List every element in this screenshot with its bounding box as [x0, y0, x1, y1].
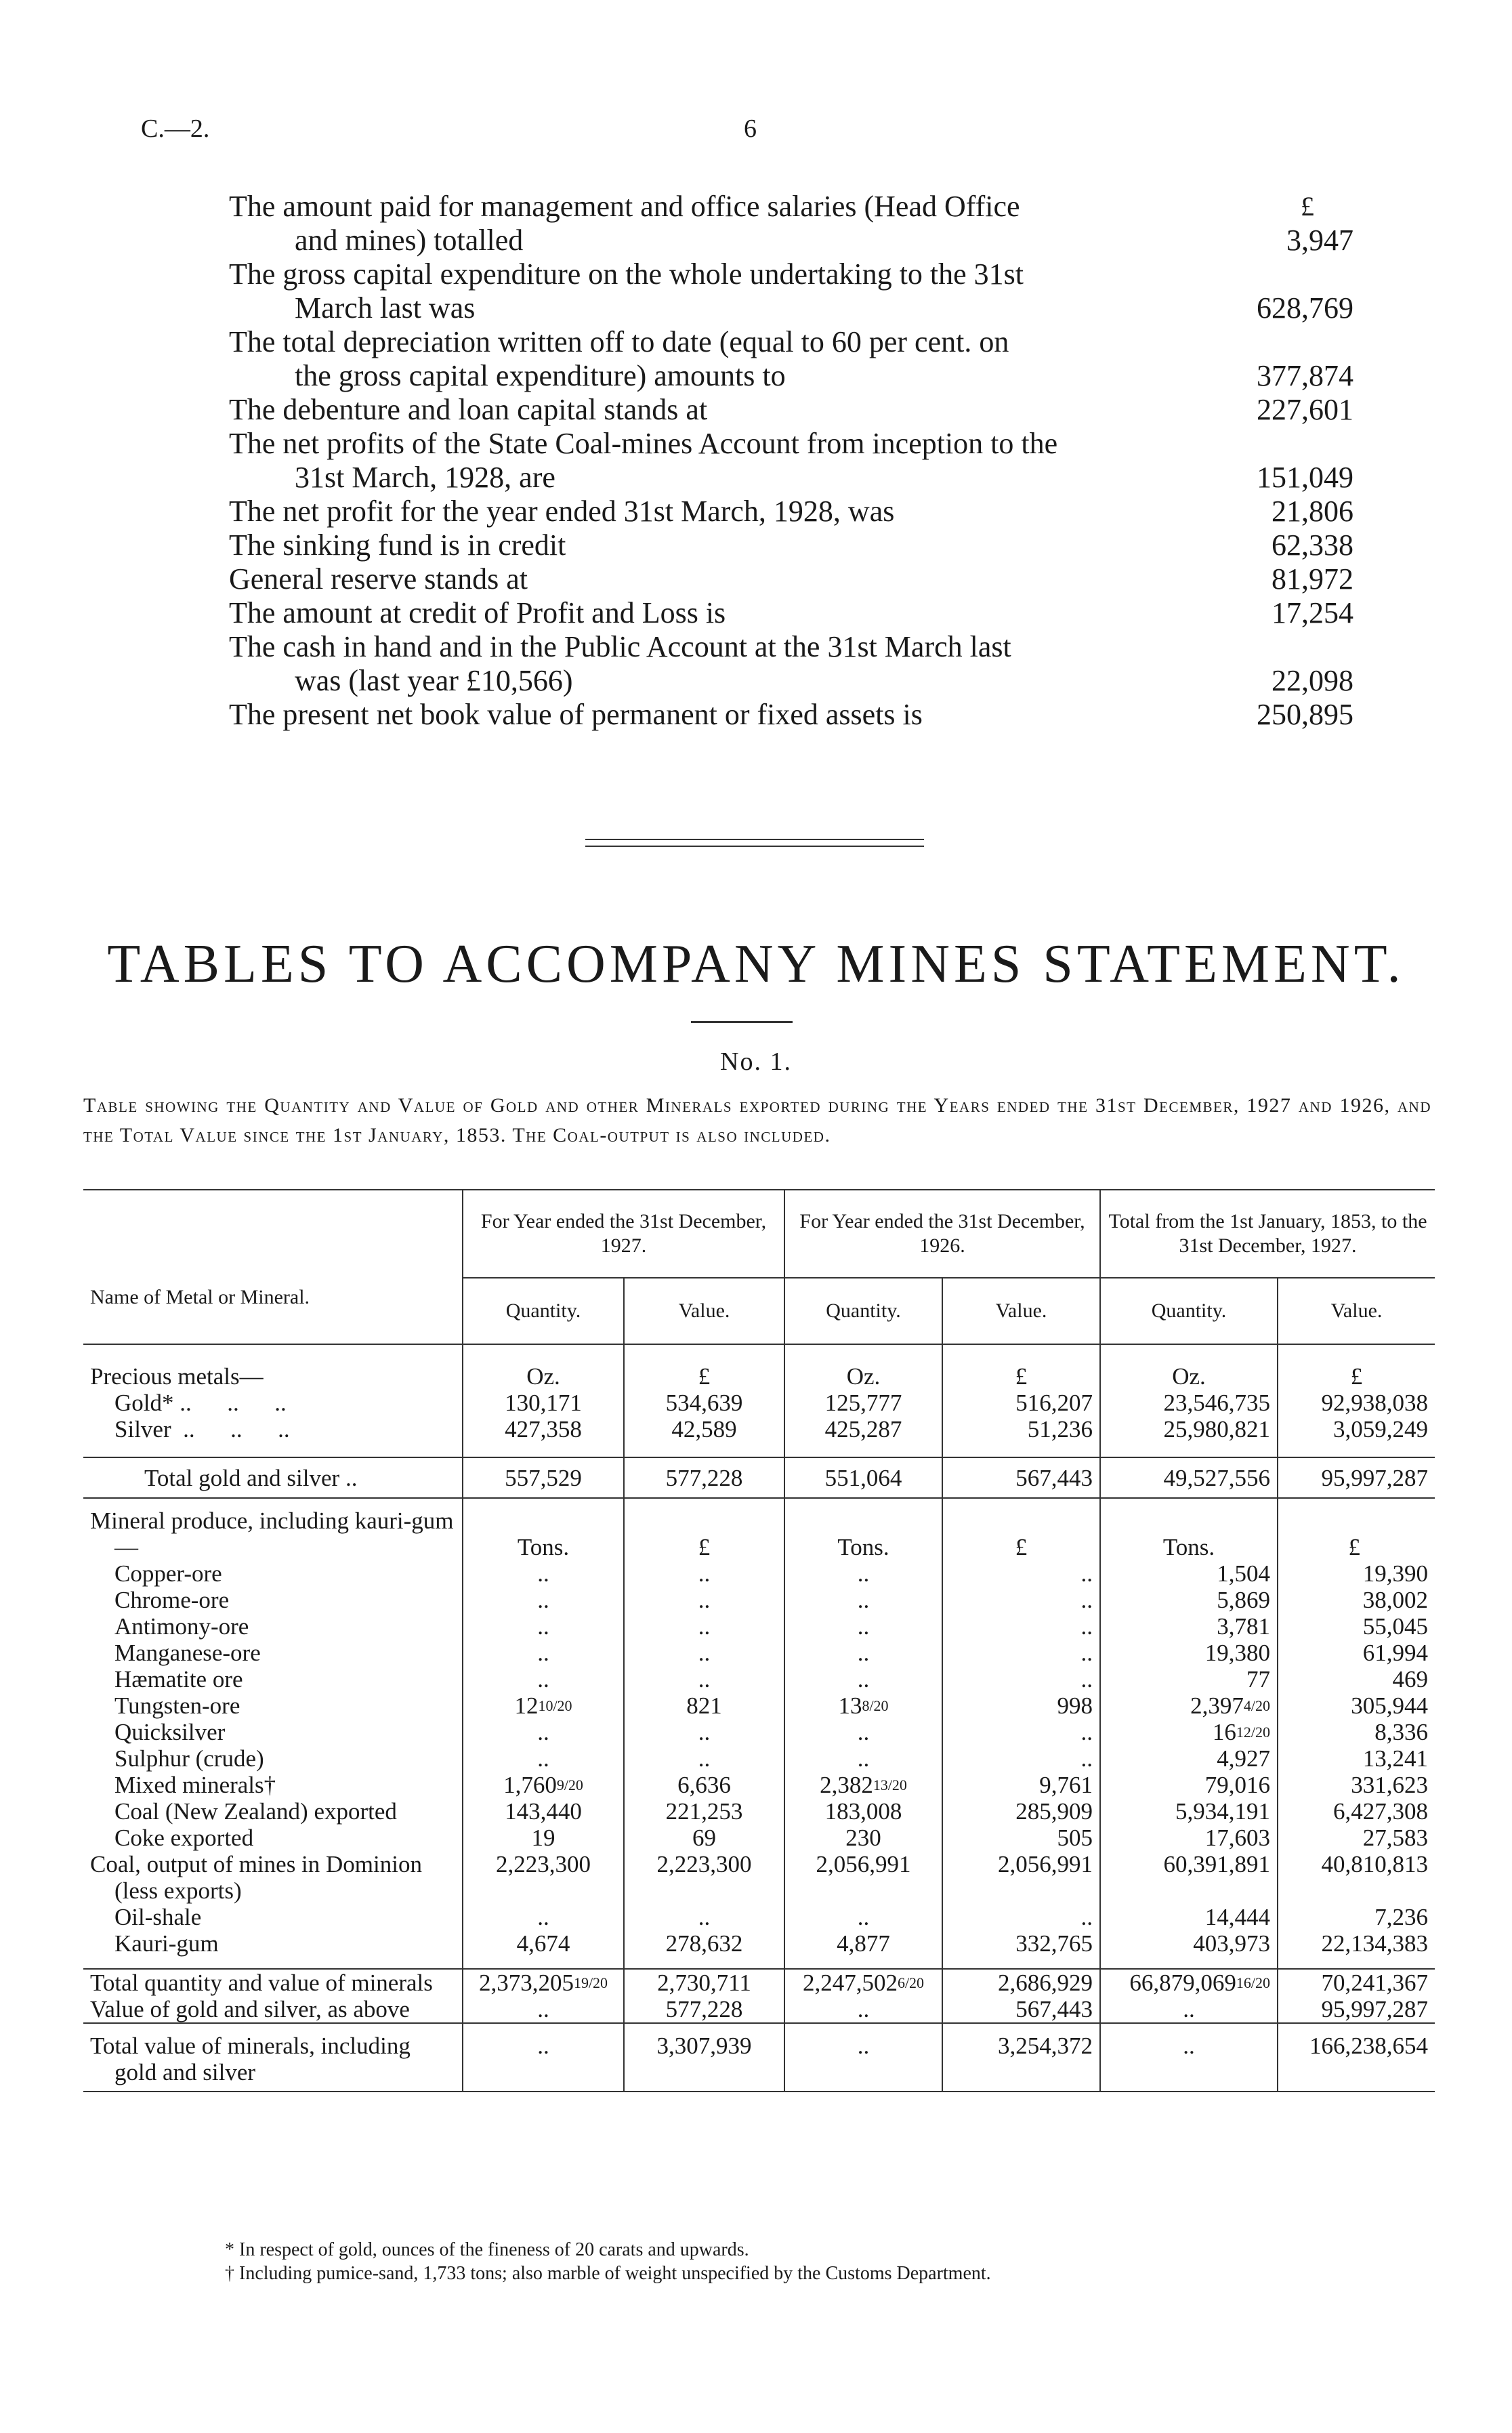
table-cell: 1612/20 — [1100, 1719, 1278, 1745]
table-cell: .. — [624, 1587, 784, 1613]
table-row — [83, 1640, 1435, 1666]
table-cell: 4,674 — [463, 1930, 624, 1957]
unit-label: Oz. — [463, 1363, 624, 1390]
table-cell: 23,546,735 — [1100, 1390, 1278, 1416]
table-cell: 469 — [1278, 1666, 1435, 1692]
table-cell: 5,934,191 — [1100, 1798, 1278, 1825]
statement-line: The net profit for the year ended 31st March, 1928, was — [229, 495, 895, 528]
footnote-mixed-minerals: † Including pumice-sand, 1,733 tons; also marble of weight unspecified by the Customs Department. — [225, 2263, 991, 2284]
statement-text — [229, 257, 1232, 325]
statement-line-continued: and mines) totalled — [295, 224, 524, 257]
table-cell: 998 — [942, 1692, 1100, 1719]
table-cell: 230 — [784, 1825, 942, 1851]
table-cell: 38,002 — [1278, 1587, 1435, 1613]
statement-value: 81,972 — [1272, 562, 1353, 596]
table-cell: 577,228 — [624, 1996, 784, 2023]
statement-line: The sinking fund is in credit — [229, 528, 566, 562]
table-row — [83, 1666, 1435, 1692]
table-row — [83, 1969, 1435, 1996]
table-cell: .. — [463, 1587, 624, 1613]
statement-row — [229, 698, 1353, 732]
unit-label: Tons. — [784, 1507, 942, 1560]
table-cell: 22,134,383 — [1278, 1930, 1435, 1957]
table-cell: 138/20 — [784, 1692, 942, 1719]
table-row — [83, 2033, 1435, 2092]
page-title: TABLES TO ACCOMPANY MINES STATEMENT. — [107, 934, 1405, 994]
table-row — [83, 1930, 1435, 1957]
statement-value: 62,338 — [1272, 528, 1353, 562]
unit-label: Oz. — [1100, 1363, 1278, 1390]
table-cell: .. — [463, 1560, 624, 1587]
table-cell: 51,236 — [942, 1416, 1100, 1442]
row-label: Total gold and silver .. — [144, 1464, 358, 1491]
statement-text — [229, 393, 1232, 427]
table-cell: .. — [784, 1587, 942, 1613]
table-cell: .. — [942, 1904, 1100, 1930]
table-cell: 55,045 — [1278, 1613, 1435, 1640]
row-label: Total value of minerals, including gold and silver — [90, 2033, 411, 2085]
row-label: Antimony-ore — [114, 1613, 249, 1640]
table-cell: 2,056,991 — [942, 1851, 1100, 1904]
table-cell: 49,527,556 — [1100, 1457, 1278, 1498]
title-rule — [691, 1021, 793, 1023]
col-value-1926: Value. — [942, 1278, 1100, 1344]
statement-line: The net profits of the State Coal-mines Account from inception to the — [229, 427, 1058, 460]
table-row — [83, 1363, 1435, 1390]
table-cell: 305,944 — [1278, 1692, 1435, 1719]
table-cell: .. — [784, 1996, 942, 2023]
table-cell: 278,632 — [624, 1930, 784, 1957]
table-cell: .. — [942, 1719, 1100, 1745]
statement-value: 628,769 — [1257, 291, 1353, 325]
section-divider — [585, 839, 924, 847]
statement-line: General reserve stands at — [229, 562, 528, 596]
table-cell: 69 — [624, 1825, 784, 1851]
table-cell: .. — [784, 1745, 942, 1772]
table-cell: 2,223,300 — [624, 1851, 784, 1904]
unit-label: Oz. — [784, 1363, 942, 1390]
row-label: Oil-shale — [114, 1904, 202, 1930]
table-cell: 17,603 — [1100, 1825, 1278, 1851]
table-cell: .. — [942, 1587, 1100, 1613]
table-cell: .. — [463, 1640, 624, 1666]
table-cell: .. — [624, 1719, 784, 1745]
statement-line: The gross capital expenditure on the whole undertaking to the 31st — [229, 257, 1024, 291]
table-cell: 821 — [624, 1692, 784, 1719]
table-cell: 3,059,249 — [1278, 1416, 1435, 1442]
col-group-1927: For Year ended the 31st December, 1927. — [463, 1190, 784, 1278]
table-cell: .. — [624, 1613, 784, 1640]
table-cell: 19,380 — [1100, 1640, 1278, 1666]
table-cell: 2,223,300 — [463, 1851, 624, 1904]
table-cell: 13,241 — [1278, 1745, 1435, 1772]
statement-value: 17,254 — [1272, 596, 1353, 629]
statement-line: The total depreciation written off to date (equal to 60 per cent. on — [229, 325, 1009, 358]
table-cell: 61,994 — [1278, 1640, 1435, 1666]
table-cell: .. — [624, 1666, 784, 1692]
statement-value: 22,098 — [1272, 664, 1353, 697]
statement-value: 250,895 — [1257, 698, 1353, 731]
row-label: Value of gold and silver, as above — [90, 1996, 410, 2022]
table-cell: 2,686,929 — [942, 1969, 1100, 1996]
table-row — [83, 1825, 1435, 1851]
table-cell: 9,761 — [942, 1772, 1100, 1798]
table-cell: .. — [1100, 1996, 1278, 2023]
row-label: Coal (New Zealand) exported — [114, 1798, 397, 1825]
table-cell: 14,444 — [1100, 1904, 1278, 1930]
table-cell: 2,3974/20 — [1100, 1692, 1278, 1719]
table-cell: 60,391,891 — [1100, 1851, 1278, 1904]
row-label: Gold* .. .. .. — [114, 1390, 287, 1416]
statement-value: 227,601 — [1257, 393, 1353, 426]
table-cell: .. — [942, 1640, 1100, 1666]
statement-text — [229, 596, 1232, 630]
row-label: Tungsten-ore — [114, 1692, 240, 1719]
minerals-table — [83, 1189, 1435, 2092]
row-label: Chrome-ore — [114, 1587, 230, 1613]
statement-text — [229, 427, 1232, 495]
statement-text — [229, 528, 1232, 562]
table-cell: .. — [784, 2033, 942, 2092]
table-cell: 285,909 — [942, 1798, 1100, 1825]
unit-label: £ — [624, 1507, 784, 1560]
table-cell: 183,008 — [784, 1798, 942, 1825]
statement-text — [229, 325, 1232, 393]
statement-row — [229, 630, 1353, 698]
row-label: Coal, output of mines in Dominion (less exports) — [90, 1851, 422, 1904]
row-label: Mixed minerals† — [114, 1772, 276, 1798]
statement-row — [229, 190, 1353, 257]
statement-line-continued: the gross capital expenditure) amounts to — [295, 359, 786, 392]
page-number: 6 — [744, 115, 757, 143]
statement-line: The debenture and loan capital stands at — [229, 393, 708, 426]
col-name-header: Name of Metal or Mineral. — [83, 1190, 463, 1344]
table-cell: 92,938,038 — [1278, 1390, 1435, 1416]
table-number: No. 1. — [720, 1047, 792, 1076]
col-quantity-1927: Quantity. — [463, 1278, 624, 1344]
table-cell: .. — [463, 1613, 624, 1640]
table-cell: .. — [463, 1904, 624, 1930]
statement-text — [229, 630, 1232, 698]
table-row — [83, 1798, 1435, 1825]
row-label: Coke exported — [114, 1825, 254, 1851]
table-row — [83, 1996, 1435, 2023]
table-cell: 427,358 — [463, 1416, 624, 1442]
table-cell: 6,427,308 — [1278, 1798, 1435, 1825]
table-cell: 425,287 — [784, 1416, 942, 1442]
table-cell: 3,307,939 — [624, 2033, 784, 2092]
table-cell: 1,504 — [1100, 1560, 1278, 1587]
table-cell: 4,877 — [784, 1930, 942, 1957]
footnote-gold: * In respect of gold, ounces of the fineness of 20 carats and upwards. — [225, 2239, 749, 2260]
table-cell: .. — [942, 1560, 1100, 1587]
statement-value: 151,049 — [1257, 461, 1353, 494]
table-cell: .. — [784, 1904, 942, 1930]
statement-text — [229, 562, 1232, 596]
table-cell: 567,443 — [942, 1996, 1100, 2023]
table-row — [83, 1390, 1435, 1416]
col-group-total: Total from the 1st January, 1853, to the 31st December, 1927. — [1100, 1190, 1435, 1278]
table-cell: 27,583 — [1278, 1825, 1435, 1851]
statement-row — [229, 596, 1353, 630]
statement-text — [229, 190, 1232, 257]
table-caption: Table showing the Quantity and Value of Gold and other Minerals exported during the Years ended the 31st December, 1927 and 1926, and the Total Value since the 1st January, 1853. The Coal-output is also included. — [83, 1094, 1431, 1146]
table-cell: 577,228 — [624, 1457, 784, 1498]
table-cell: 505 — [942, 1825, 1100, 1851]
statement-value: 3,947 — [1286, 224, 1353, 257]
table-cell: 66,879,06916/20 — [1100, 1969, 1278, 1996]
statement-line: The cash in hand and in the Public Account at the 31st March last — [229, 630, 1011, 663]
statement-row — [229, 562, 1353, 596]
unit-label: £ — [942, 1363, 1100, 1390]
table-cell: .. — [624, 1745, 784, 1772]
unit-label: Tons. — [1100, 1507, 1278, 1560]
table-cell: 534,639 — [624, 1390, 784, 1416]
table-row — [83, 1587, 1435, 1613]
table-cell: 3,254,372 — [942, 2033, 1100, 2092]
statement-value: 377,874 — [1257, 359, 1353, 392]
col-value-total: Value. — [1278, 1278, 1435, 1344]
table-cell: .. — [463, 1996, 624, 2023]
table-cell: 221,253 — [624, 1798, 784, 1825]
col-quantity-1926: Quantity. — [784, 1278, 942, 1344]
statement-row — [229, 325, 1353, 393]
statement-line-continued: 31st March, 1928, are — [295, 461, 555, 494]
section-code: C.—2. — [141, 115, 210, 143]
table-cell: 1210/20 — [463, 1692, 624, 1719]
table-cell: 551,064 — [784, 1457, 942, 1498]
table-cell: 19,390 — [1278, 1560, 1435, 1587]
statement-row — [229, 528, 1353, 562]
table-cell: .. — [463, 1745, 624, 1772]
table-cell: .. — [624, 1560, 784, 1587]
table-cell: .. — [942, 1666, 1100, 1692]
row-label: Sulphur (crude) — [114, 1745, 264, 1772]
table-cell: 2,247,5026/20 — [784, 1969, 942, 1996]
table-row — [83, 1772, 1435, 1798]
table-row — [83, 1904, 1435, 1930]
table-row — [83, 1745, 1435, 1772]
table-cell: .. — [942, 1745, 1100, 1772]
currency-symbol: £ — [1301, 191, 1314, 222]
row-label: Copper-ore — [114, 1560, 222, 1587]
table-cell: .. — [784, 1613, 942, 1640]
row-label: Precious metals— — [90, 1363, 264, 1390]
table-cell: 25,980,821 — [1100, 1416, 1278, 1442]
table-cell: 2,056,991 — [784, 1851, 942, 1904]
table-cell: .. — [463, 1666, 624, 1692]
table-cell: 332,765 — [942, 1930, 1100, 1957]
table-cell: 2,730,711 — [624, 1969, 784, 1996]
statement-row — [229, 257, 1353, 325]
table-cell: 331,623 — [1278, 1772, 1435, 1798]
table-cell: 70,241,367 — [1278, 1969, 1435, 1996]
unit-label: £ — [1278, 1363, 1435, 1390]
table-cell: 143,440 — [463, 1798, 624, 1825]
row-label: Quicksilver — [114, 1719, 226, 1745]
table-row — [83, 1507, 1435, 1560]
unit-label: £ — [624, 1363, 784, 1390]
table-cell: 2,373,20519/20 — [463, 1969, 624, 1996]
table-cell: .. — [463, 2033, 624, 2092]
row-label: Manganese-ore — [114, 1640, 261, 1666]
table-cell: .. — [784, 1666, 942, 1692]
row-label: Silver .. .. .. — [114, 1416, 290, 1442]
statement-value: 21,806 — [1272, 495, 1353, 528]
col-quantity-total: Quantity. — [1100, 1278, 1278, 1344]
table-cell: 95,997,287 — [1278, 1457, 1435, 1498]
table-cell: 3,781 — [1100, 1613, 1278, 1640]
statement-text — [229, 495, 1232, 528]
table-cell: 567,443 — [942, 1457, 1100, 1498]
statement-row — [229, 427, 1353, 495]
statement-line: The present net book value of permanent or fixed assets is — [229, 698, 923, 731]
unit-label: £ — [942, 1507, 1100, 1560]
statement-line: The amount paid for management and office salaries (Head Office — [229, 190, 1020, 223]
table-cell: 95,997,287 — [1278, 1996, 1435, 2023]
table-cell: 77 — [1100, 1666, 1278, 1692]
table-row — [83, 1613, 1435, 1640]
table-cell: 19 — [463, 1825, 624, 1851]
row-label: Kauri-gum — [114, 1930, 219, 1957]
table-row — [83, 1692, 1435, 1719]
table-cell: 125,777 — [784, 1390, 942, 1416]
table-cell: 403,973 — [1100, 1930, 1278, 1957]
table-row — [83, 1416, 1435, 1442]
table-cell: 8,336 — [1278, 1719, 1435, 1745]
table-cell: .. — [463, 1719, 624, 1745]
unit-label: £ — [1278, 1507, 1435, 1560]
table-row — [83, 1457, 1435, 1498]
table-cell: 166,238,654 — [1278, 2033, 1435, 2092]
table-cell: .. — [784, 1560, 942, 1587]
col-value-1927: Value. — [624, 1278, 784, 1344]
statement-line: The amount at credit of Profit and Loss is — [229, 596, 726, 629]
col-group-1926: For Year ended the 31st December, 1926. — [784, 1190, 1100, 1278]
table-cell: .. — [784, 1719, 942, 1745]
table-cell: 2,38213/20 — [784, 1772, 942, 1798]
table-cell: 1,7609/20 — [463, 1772, 624, 1798]
table-cell: 5,869 — [1100, 1587, 1278, 1613]
table-cell: 7,236 — [1278, 1904, 1435, 1930]
financial-statement — [229, 190, 1353, 732]
table-cell: .. — [942, 1613, 1100, 1640]
statement-row — [229, 393, 1353, 427]
table-cell: 6,636 — [624, 1772, 784, 1798]
table-row — [83, 1719, 1435, 1745]
table-cell: .. — [1100, 2033, 1278, 2092]
table-cell: .. — [624, 1640, 784, 1666]
unit-label: Tons. — [463, 1507, 624, 1560]
table-cell: 4,927 — [1100, 1745, 1278, 1772]
row-label: Total quantity and value of minerals — [90, 1970, 433, 1996]
row-label: Mineral produce, including kauri-gum— — [90, 1507, 454, 1560]
statement-text — [229, 698, 1232, 732]
table-cell: 130,171 — [463, 1390, 624, 1416]
statement-row — [229, 495, 1353, 528]
table-cell: .. — [624, 1904, 784, 1930]
row-label: Hæmatite ore — [114, 1666, 243, 1692]
table-cell: 40,810,813 — [1278, 1851, 1435, 1904]
statement-line-continued: was (last year £10,566) — [295, 664, 573, 697]
table-cell: .. — [784, 1640, 942, 1666]
table-cell: 42,589 — [624, 1416, 784, 1442]
table-cell: 557,529 — [463, 1457, 624, 1498]
table-row — [83, 1560, 1435, 1587]
table-cell: 516,207 — [942, 1390, 1100, 1416]
table-row — [83, 1851, 1435, 1904]
table-cell: 79,016 — [1100, 1772, 1278, 1798]
statement-line-continued: March last was — [295, 291, 476, 325]
